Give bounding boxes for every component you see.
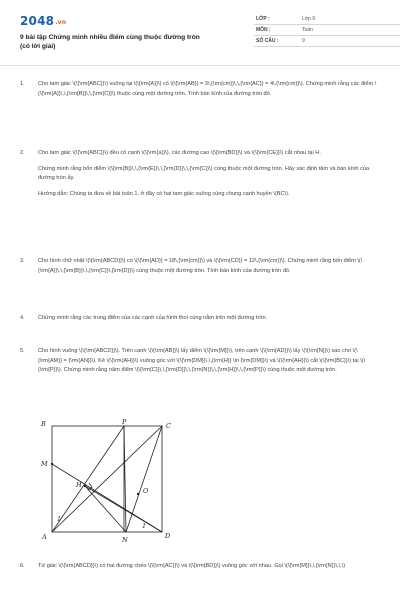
title-line-2: (có lời giải) — [20, 43, 56, 50]
meta-value: Toán — [302, 27, 313, 33]
header-divider — [0, 65, 400, 66]
label-d: D — [165, 532, 171, 540]
label-angle-1: 1 — [57, 515, 62, 523]
logo-suffix-text: .vn — [55, 19, 67, 26]
label-o: O — [143, 487, 149, 495]
segment-hn — [85, 486, 126, 532]
logo-main-text: 2048 — [20, 14, 55, 28]
question-paragraph: Tứ giác \(\{\rm{ABCD}}\) có hai đường chéo \(\{\rm{AC}}\) và \(\{\rm{BD}}\) vuông góc với nhau. Gọi \(\{\rm{M}}\,\,{\rm{N}}\,\,\) — [38, 563, 346, 569]
question-text — [38, 314, 378, 330]
document-title — [20, 33, 220, 51]
question-number: 1. — [20, 81, 25, 87]
figure-svg — [38, 418, 178, 546]
segment-ap — [52, 426, 124, 532]
meta-table — [254, 14, 400, 47]
label-p: P — [122, 418, 127, 426]
meta-row-class — [254, 14, 400, 25]
label-b: B — [41, 420, 46, 428]
question-paragraph: Hướng dẫn: Chúng ta đưa về bài toán 1, ở đây có hai tam giác vuông cùng chung cạnh huyền \(BC\). — [38, 190, 290, 197]
site-logo[interactable] — [20, 14, 66, 28]
label-a: A — [42, 533, 47, 541]
title-line-1: 9 bài tập Chứng minh nhiều điểm cùng thuộc đường tròn — [20, 34, 200, 41]
question-number: 2. — [20, 150, 25, 156]
question-text — [38, 80, 378, 105]
question-text — [38, 257, 378, 282]
question-paragraph: Chứng minh rằng các trung điểm của các cạnh của hình thoi cùng nằm trên một đường tròn. — [38, 315, 268, 321]
meta-value: 9 — [302, 38, 305, 44]
label-angle-1b: 1 — [142, 522, 147, 530]
meta-row-subject — [254, 25, 400, 36]
meta-value: Lớp 9 — [302, 16, 316, 22]
meta-key: LỚP : — [256, 16, 270, 22]
question-paragraph: Chứng minh rằng bốn điểm \(\{\rm{B}}\,\,{\rm{E}}\,\,{\rm{D}}\,\,{\rm{C}}\) cùng thuộc một đường tròn. Hãy xác định tâm và bán kính của đường tròn ấy. — [38, 165, 370, 182]
question-paragraph: Cho hình chữ nhật \(\{\rm{ABCD}}\) có \(\{\rm{AD}} = 18\,{\rm{cm}}\) và \(\{\rm{CD}} = 12\,{\rm{cm}}\). Chứng minh rằng bốn điểm \(\{\rm{A}}\,\,{\rm{B}}\,\,{\rm{C}}\,{\rm{D}}\) cùng thuộc một đường tròn. Tính bán kính của đường tròn đó. — [38, 258, 363, 274]
segment-ac — [52, 426, 162, 532]
question-paragraph: Cho hình vuông \(\{\rm{ABCD}}\). Trên cạnh \(\{\rm{AB}}\) lấy điểm \(\{\rm{M}}\), trên cạnh \(\{\rm{AD}}\) lấy \(\{\rm{N}}\) sao cho \(\{\rm{AM}} = {\rm{AN}}\). Kẻ \(\{\rm{AH}}\) vuông góc với \(\{\rm{DM}}\,\,{\rm{H}} \in {\rm{DM}}\) và \(\{\rm{AH}}\) cắt \(\{\rm{BC}}\) tại \(\{\rm{P}}\). Chứng minh rằng năm điểm \(\{\rm{C}}\,\,{\rm{D}}\,\,{\rm{N}}\,\,{\rm{H}}\,\,{\rm{P}}\) cùng thuộc một đường tròn. — [38, 348, 366, 374]
question-number: 3. — [20, 258, 25, 264]
segment-nc — [126, 426, 162, 532]
question-number: 5. — [20, 348, 25, 354]
question-paragraph: Cho tam giác \(\{\rm{ABC}}\) vuông tại \(\{\rm{A}}\) có \(\{\rm{AB}} = 3\,{\rm{cm}}\,\,{\rm{AC}} = 4\,{\rm{cm}}\). Chứng minh rằng các điểm \(\{\rm{A}}\,\,{\rm{B}}\,\,{\rm{C}}\) thuộc cùng một đường tròn. Tính bán kính của đường tròn đó. — [38, 81, 377, 97]
label-m: M — [41, 460, 48, 468]
meta-row-count — [254, 36, 400, 47]
question-text — [38, 347, 378, 382]
segment-hd — [85, 486, 162, 532]
square-geometry-figure — [38, 418, 178, 546]
meta-key: MÔN : — [256, 27, 271, 33]
question-text — [38, 149, 378, 205]
label-n: N — [122, 536, 128, 544]
label-c: C — [166, 422, 171, 430]
document-header — [20, 14, 382, 56]
label-h: H — [76, 481, 82, 489]
question-paragraph: Cho tam giác \(\{\rm{ABC}}\) đều có cạnh \(\{\rm{a}}\), các đường cao \(\{\rm{BD}}\) và \(\{\rm{CE}}\) cắt nhau tại H. — [38, 150, 321, 156]
question-text — [38, 562, 378, 578]
meta-key: SỐ CÂU : — [256, 38, 279, 44]
question-number: 6. — [20, 563, 25, 569]
question-number: 4. — [20, 315, 25, 321]
